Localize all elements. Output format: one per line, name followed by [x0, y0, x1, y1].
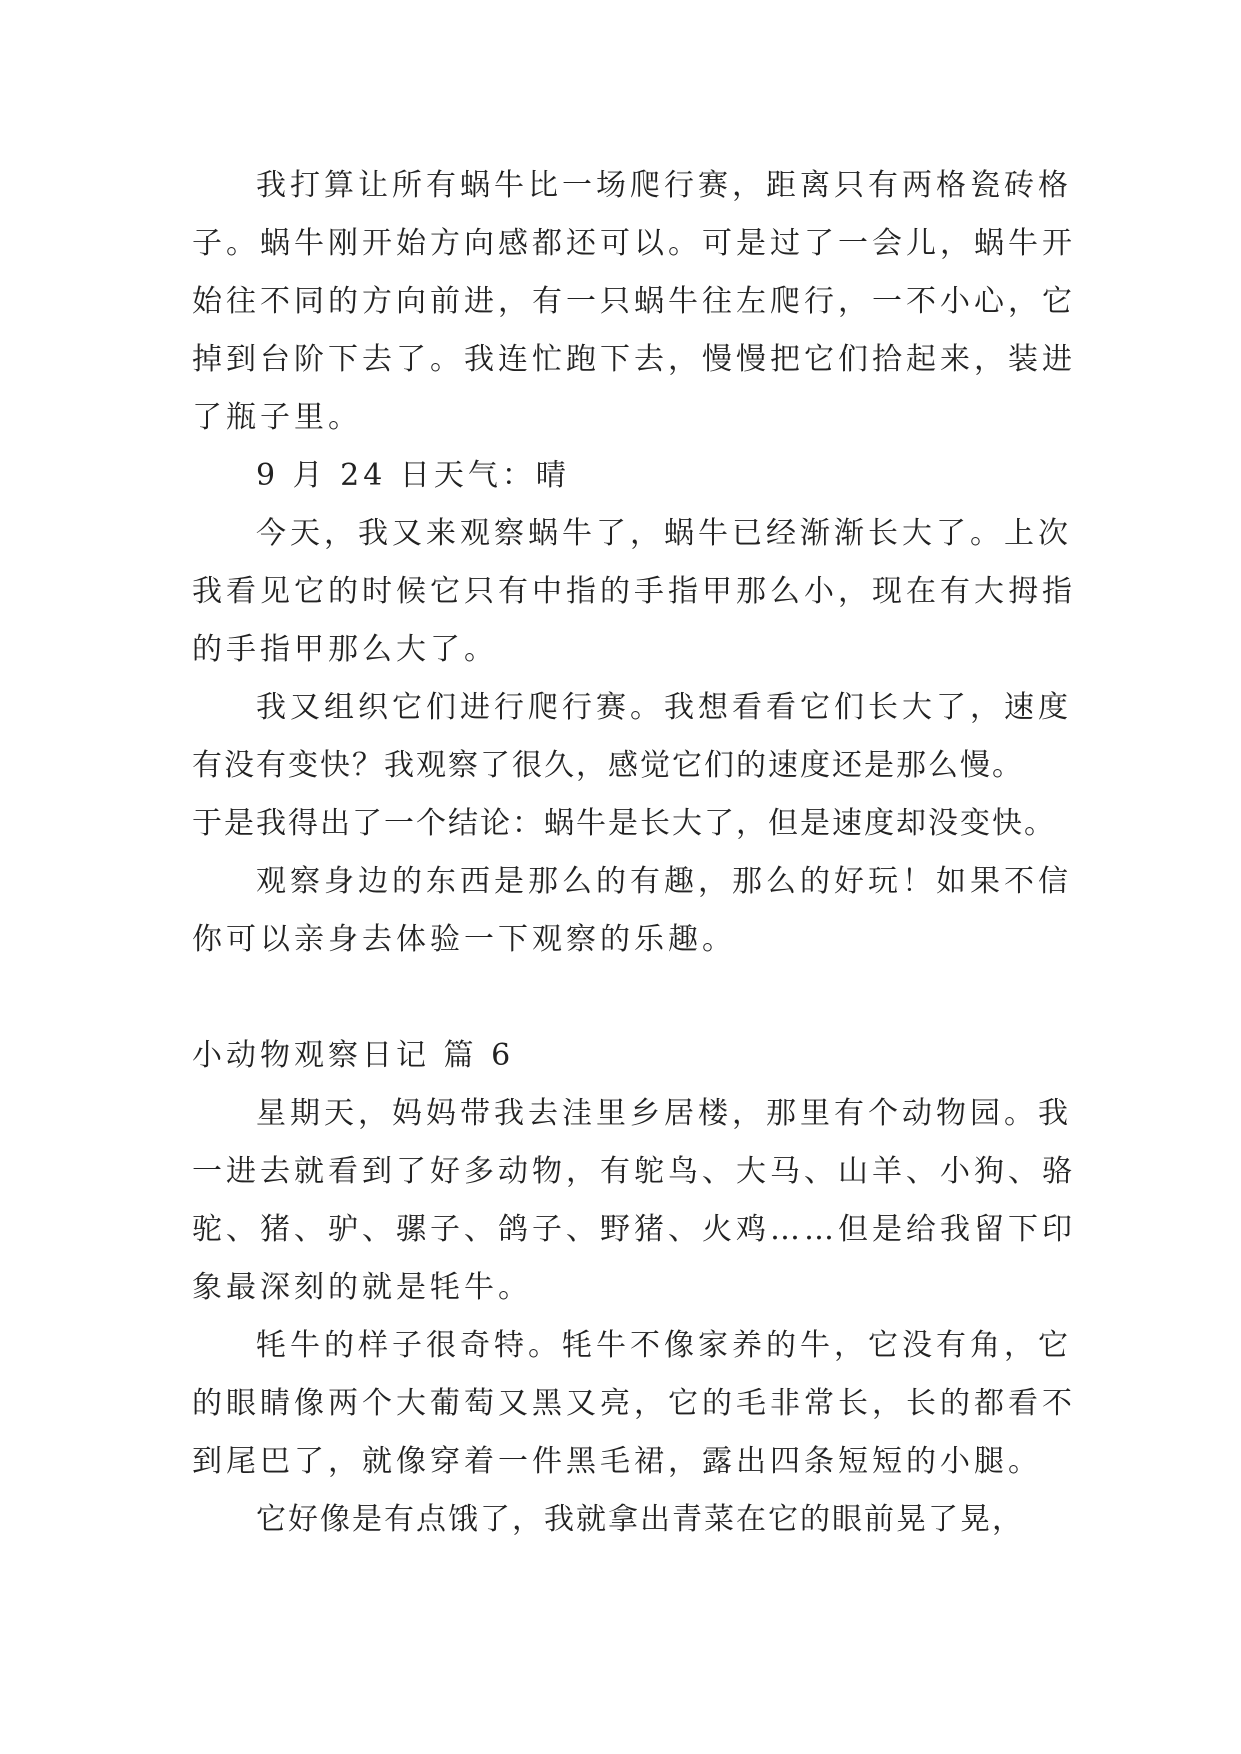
document-body	[192, 157, 1076, 1549]
text-line: 你可以亲身去体验一下观察的乐趣。	[192, 922, 736, 957]
text-line: 到尾巴了，就像穿着一件黑毛裙，露出四条短短的小腿。	[192, 1444, 1042, 1479]
text-line: 今天，我又来观察蜗牛了，蜗牛已经渐渐长大了。上次	[256, 516, 1072, 551]
text-line: 于是我得出了一个结论：蜗牛是长大了，但是速度却没变快。	[192, 806, 1056, 841]
paragraph-snail-growth	[192, 505, 1076, 679]
paragraph-yak-description	[192, 1317, 1076, 1491]
text-line: 有没有变快？我观察了很久，感觉它们的速度还是那么慢。	[192, 748, 1024, 783]
section-gap	[192, 969, 1062, 1027]
paragraph-conclusion	[192, 853, 1072, 969]
paragraph-second-race	[192, 679, 1072, 853]
text-line: 我看见它的时候它只有中指的手指甲那么小，现在有大拇指	[192, 574, 1076, 609]
section-title: 小动物观察日记 篇 6	[192, 1038, 515, 1073]
paragraph-zoo-visit	[192, 1085, 1076, 1317]
text-line: 我又组织它们进行爬行赛。我想看看它们长大了，速度	[256, 690, 1072, 725]
text-line: 观察身边的东西是那么的有趣，那么的好玩！如果不信	[256, 864, 1072, 899]
section-heading	[192, 1027, 1062, 1085]
text-line: 掉到台阶下去了。我连忙跑下去，慢慢把它们拾起来，装进	[192, 342, 1076, 377]
text-line: 了瓶子里。	[192, 400, 362, 435]
text-line: 子。蜗牛刚开始方向感都还可以。可是过了一会儿，蜗牛开	[192, 226, 1076, 261]
text-line: 我打算让所有蜗牛比一场爬行赛，距离只有两格瓷砖格	[256, 168, 1072, 203]
text-line: 象最深刻的就是牦牛。	[192, 1270, 532, 1305]
text-line: 一进去就看到了好多动物，有鸵鸟、大马、山羊、小狗、骆	[192, 1154, 1076, 1189]
diary-date-heading	[192, 447, 1062, 505]
text-line: 它好像是有点饿了，我就拿出青菜在它的眼前晃了晃，	[256, 1502, 1024, 1537]
text-line: 的手指甲那么大了。	[192, 632, 498, 667]
text-line: 牦牛的样子很奇特。牦牛不像家养的牛，它没有角，它	[256, 1328, 1072, 1363]
text-line: 的眼睛像两个大葡萄又黑又亮，它的毛非常长，长的都看不	[192, 1386, 1076, 1421]
text-line: 星期天，妈妈带我去洼里乡居楼，那里有个动物园。我	[256, 1096, 1072, 1131]
date-weather-line: 9 月 24 日天气：晴	[256, 458, 570, 493]
paragraph-snail-race	[192, 157, 1076, 447]
text-line: 始往不同的方向前进，有一只蜗牛往左爬行，一不小心，它	[192, 284, 1076, 319]
paragraph-yak-feeding	[192, 1491, 1062, 1549]
text-line: 驼、猪、驴、骡子、鸽子、野猪、火鸡……但是给我留下印	[192, 1212, 1076, 1247]
